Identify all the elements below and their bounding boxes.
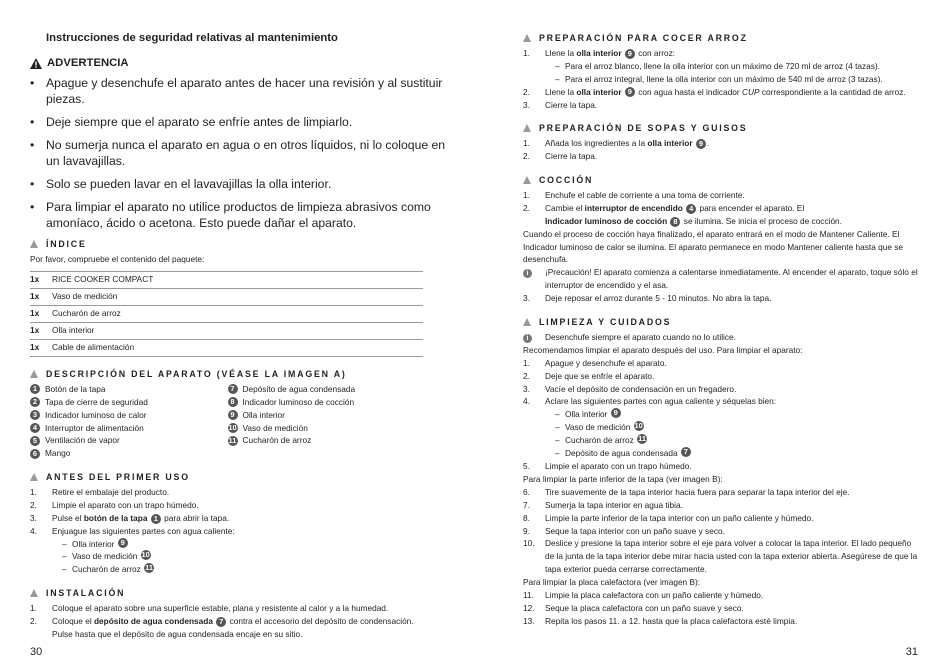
- number-badge: 11: [638, 434, 646, 444]
- step-number: 4.: [523, 396, 530, 407]
- index-table: [30, 271, 423, 357]
- list-item: [523, 486, 918, 499]
- step-text: [545, 47, 675, 60]
- text-bold: Indicador luminoso de cocción: [545, 215, 668, 226]
- list-item: [30, 602, 425, 615]
- number-badge: 9: [611, 408, 621, 418]
- quantity: 1x: [30, 339, 52, 356]
- step-text: [52, 615, 414, 641]
- sub-item: [30, 550, 425, 563]
- number-badge: 9: [625, 87, 635, 97]
- list-item: [228, 383, 426, 396]
- rice-section: [523, 32, 918, 111]
- warning-text: No sumerja nunca el aparato en agua o en otros líquidos, ni lo coloque en un lavavajillas.: [46, 138, 446, 168]
- quantity: 1x: [30, 322, 52, 339]
- table-row: [30, 322, 423, 339]
- text: se ilumina. Se inicia el proceso de cocción.: [683, 215, 842, 226]
- step-number: 4.: [30, 525, 37, 536]
- step-number: 5.: [523, 460, 530, 471]
- rice-heading: [523, 32, 918, 45]
- item: Cucharón de arroz: [52, 305, 423, 322]
- sub-text: Vaso de medición: [72, 551, 138, 562]
- part-label: Indicador luminoso de cocción: [242, 396, 355, 407]
- number-badge: 9: [118, 538, 128, 548]
- step-number: 13.: [523, 615, 535, 626]
- parts-column-left: [30, 383, 228, 460]
- text: Añada los ingredientes a la: [545, 137, 646, 148]
- triangle-icon: [523, 176, 531, 184]
- step-text: Cierre la tapa.: [545, 150, 598, 161]
- part-label: Indicador luminoso de calor: [45, 409, 147, 420]
- list-item: [523, 395, 918, 408]
- step-number: 2.: [523, 202, 530, 213]
- info-icon-wrap: [523, 266, 545, 292]
- step-number: 3.: [523, 293, 530, 304]
- text: correspondiente a la cantidad de arroz.: [761, 86, 906, 97]
- text-bold: interruptor de encendido: [584, 202, 683, 213]
- warning-text: Solo se pueden lavar en el lavavajillas la olla interior.: [46, 177, 332, 191]
- step-number: 1.: [523, 357, 530, 368]
- warning-item: [30, 176, 446, 192]
- list-item: [523, 512, 918, 525]
- cleaning-title: LIMPIEZA Y CUIDADOS: [539, 317, 672, 327]
- list-item: [30, 409, 228, 422]
- bullet: •: [30, 200, 35, 214]
- step-text: Añada los ingredientes a la olla interior 9 .: [545, 137, 710, 148]
- cleaning-heading: [523, 316, 918, 329]
- description-title: DESCRIPCIÓN DEL APARATO (VÉASE LA IMAGEN A): [46, 369, 347, 379]
- list-item: [30, 396, 228, 409]
- number-badge: 9: [228, 410, 238, 420]
- number-badge: 9: [625, 49, 635, 59]
- table-row: [30, 305, 423, 322]
- step-number: 1.: [30, 486, 37, 497]
- item: Vaso de medición: [52, 288, 423, 305]
- sub-item: [523, 73, 918, 86]
- list-item: [30, 434, 228, 447]
- info-icon-wrap: [523, 331, 545, 344]
- text: Coloque el: [52, 615, 92, 626]
- quantity: 1x: [30, 305, 52, 322]
- soup-heading: [523, 122, 918, 135]
- triangle-icon: [523, 124, 531, 132]
- sub-item: [523, 421, 918, 434]
- cleaning-plate-intro: Para limpiar la placa calefactora (ver imagen B):: [523, 577, 701, 588]
- step-number: 2.: [523, 86, 530, 97]
- part-label: Interruptor de alimentación: [45, 422, 144, 433]
- soup-section: [523, 122, 918, 163]
- sub-text: Para el arroz integral, llene la olla interior con un máximo de 540 ml de arroz (3 tazas).: [565, 73, 883, 84]
- text: contra el accesorio del depósito de condensación.: [229, 615, 414, 626]
- part-label: Mango: [45, 448, 71, 459]
- number-badge: 7: [216, 617, 226, 627]
- list-item: [523, 86, 918, 99]
- info-icon: i: [523, 269, 532, 278]
- installation-title: INSTALACIÓN: [46, 588, 126, 598]
- description-section: [30, 368, 425, 460]
- step-text: [52, 512, 229, 525]
- sub-item: [523, 434, 918, 447]
- info-icon: i: [523, 334, 532, 343]
- list-item: [523, 292, 918, 305]
- step-text: [545, 86, 906, 99]
- quantity: 1x: [30, 288, 52, 305]
- first-use-section: [30, 471, 425, 576]
- cleaning-intro: Recomendamos limpiar el aparato después del uso. Para limpiar el aparato:: [523, 344, 803, 355]
- triangle-icon: [30, 370, 38, 378]
- number-badge: 5: [30, 436, 40, 446]
- warning-text: Para limpiar el aparato no utilice productos de limpieza abrasivos como amoníaco, ácido o acetona. Esto puede dañar el aparato.: [46, 200, 431, 230]
- sub-text: Olla interior: [72, 538, 115, 549]
- step-text: Retire el embalaje del producto.: [52, 486, 170, 497]
- step-number: 2.: [30, 499, 37, 510]
- list-item: [523, 137, 918, 150]
- installation-section: [30, 587, 425, 641]
- item: Cable de alimentación: [52, 339, 423, 356]
- step-text: Limpie la parte inferior de la tapa interior con un paño caliente y húmedo.: [545, 512, 814, 523]
- text: Cambie el: [545, 202, 583, 213]
- list-item: [523, 460, 918, 473]
- number-badge: 1: [151, 514, 161, 524]
- sub-item: [523, 408, 918, 421]
- number-badge: 9: [696, 139, 706, 149]
- index-section: [30, 238, 425, 357]
- part-label: Depósito de agua condensada: [242, 383, 356, 394]
- number-badge: 2: [30, 397, 40, 407]
- dash: –: [62, 551, 67, 562]
- text: Llene la: [545, 47, 575, 58]
- part-label: Vaso de medición: [242, 422, 308, 433]
- sub-item: [30, 538, 425, 551]
- installation-heading: [30, 587, 425, 600]
- cooking-section: [523, 174, 918, 305]
- warning-icon: [30, 58, 42, 69]
- list-item: [228, 396, 426, 409]
- triangle-icon: [30, 589, 38, 597]
- part-label: Olla interior: [242, 409, 285, 420]
- list-item: [523, 525, 918, 538]
- step-number: 7.: [523, 499, 530, 510]
- step-text: Enchufe el cable de corriente a una toma de corriente.: [545, 189, 745, 200]
- sub-item: [30, 563, 425, 576]
- bullet: •: [30, 177, 35, 191]
- step-text: Limpie el aparato con un trapo húmedo.: [52, 499, 199, 510]
- maintenance-safety: [30, 30, 446, 238]
- cleaning-lid-intro: Para limpiar la parte inferior de la tapa (ver imagen B):: [523, 473, 723, 484]
- step-text: Apague y desenchufe el aparato.: [545, 357, 667, 368]
- sub-text: Para el arroz blanco, llene la olla interior con un máximo de 720 ml de arroz (4 tazas).: [565, 60, 880, 71]
- triangle-icon: [30, 473, 38, 481]
- index-intro: Por favor, compruebe el contenido del paquete:: [30, 253, 205, 264]
- step-text: Limpie la placa calefactora con un paño caliente y húmedo.: [545, 590, 764, 601]
- list-item: [523, 370, 918, 383]
- warning-item: [30, 137, 446, 169]
- triangle-icon: [523, 318, 531, 326]
- warning-list: [30, 75, 446, 231]
- list-item: [30, 383, 228, 396]
- number-badge: 10: [228, 423, 237, 433]
- parts-column-right: [228, 383, 426, 460]
- number-badge: 10: [634, 421, 643, 431]
- number-badge: 11: [228, 435, 237, 445]
- step-number: 2.: [523, 370, 530, 381]
- part-label: Cucharón de arroz: [242, 435, 312, 446]
- step-number: 1.: [30, 602, 37, 613]
- bullet: •: [30, 138, 35, 152]
- list-item: [228, 434, 426, 447]
- sub-text: Cucharón de arroz: [72, 564, 141, 575]
- cooking-title: COCCIÓN: [539, 175, 594, 185]
- list-item: [523, 383, 918, 396]
- step-text: Cierre la tapa.: [545, 99, 598, 110]
- step-number: 3.: [30, 512, 37, 523]
- first-use-title: ANTES DEL PRIMER USO: [46, 472, 190, 482]
- page-number: 30: [30, 646, 43, 658]
- table-row: [30, 339, 423, 356]
- number-badge: 1: [30, 384, 40, 394]
- step-text: Tire suavemente de la tapa interior hacia fuera para separar la tapa interior del eje.: [545, 486, 850, 497]
- step-number: 1.: [523, 189, 530, 200]
- text-bold: olla interior: [647, 137, 693, 148]
- number-badge: 4: [30, 423, 40, 433]
- list-item: [30, 486, 425, 499]
- maintenance-title: Instrucciones de seguridad relativas al mantenimiento: [46, 32, 338, 44]
- text: para encender el aparato. El: [699, 202, 805, 213]
- list-item: [523, 615, 918, 628]
- step-text: Deslice y presione la tapa interior sobre el eje para volver a colocar la tapa interior. El lado pequeño de la junta de la tapa interior debe mirar hacia usted con la tapa exterior abierta. Asegúrese de que la tapa exterior pueda cerrarse correctamente.: [545, 538, 918, 575]
- text: Pulse el: [52, 512, 82, 523]
- step-number: 10.: [523, 538, 535, 549]
- cleaning-section: [523, 316, 918, 628]
- soup-title: PREPARACIÓN DE SOPAS Y GUISOS: [539, 123, 748, 133]
- list-item: [30, 525, 425, 538]
- list-item: [30, 447, 228, 460]
- dash: –: [555, 435, 560, 446]
- rice-title: PREPARACIÓN PARA COCER ARROZ: [539, 33, 748, 43]
- triangle-icon: [30, 240, 38, 248]
- step-text: Deje que se enfríe el aparato.: [545, 370, 655, 381]
- list-item: [523, 202, 918, 228]
- caution-text: ¡Precaución! El aparato comienza a calentarse inmediatamente. Al encender el aparato, toque sólo el interruptor de encendido y el asa.: [545, 267, 918, 291]
- list-item: [523, 189, 918, 202]
- text-italic: CUP: [742, 86, 760, 97]
- info-text: Desenchufe siempre el aparato cuando no lo utilice.: [545, 331, 736, 342]
- step-text: Coloque el aparato sobre una superficie estable, plana y resistente al calor y a la humedad.: [52, 602, 389, 613]
- step-text: Seque la placa calefactora con un paño suave y seco.: [545, 602, 744, 613]
- bullet: •: [30, 115, 35, 129]
- list-item: [30, 422, 228, 435]
- sub-item: [523, 60, 918, 73]
- sub-text: Cucharón de arroz: [565, 435, 634, 446]
- caution-item: [523, 266, 918, 292]
- list-item: [523, 357, 918, 370]
- index-title: ÍNDICE: [46, 239, 87, 249]
- item: RICE COOKER COMPACT: [52, 271, 423, 288]
- sub-text: Vaso de medición: [565, 422, 631, 433]
- dash: –: [555, 422, 560, 433]
- list-item: [523, 150, 918, 163]
- dash: –: [555, 60, 560, 71]
- dash: –: [555, 73, 560, 84]
- dash: –: [555, 409, 560, 420]
- step-number: 6.: [523, 486, 530, 497]
- parts-list: [30, 383, 425, 460]
- description-heading: [30, 368, 425, 381]
- step-number: 8.: [523, 512, 530, 523]
- step-text: [545, 202, 842, 228]
- table-row: [30, 271, 423, 288]
- warning-item: [30, 75, 446, 107]
- text-bold: botón de la tapa: [83, 512, 148, 523]
- step-number: 3.: [523, 383, 530, 394]
- number-badge: 11: [145, 563, 153, 573]
- text: para abrir la tapa.: [164, 512, 230, 523]
- warning-heading: [30, 55, 446, 71]
- table-row: [30, 288, 423, 305]
- warning-text: Deje siempre que el aparato se enfríe antes de limpiarlo.: [46, 115, 353, 129]
- number-badge: 6: [30, 449, 40, 459]
- step-number: 2.: [30, 615, 37, 626]
- warning-text: Apague y desenchufe el aparato antes de hacer una revisión y al sustituir piezas.: [46, 76, 443, 106]
- cooking-paragraph: Cuando el proceso de cocción haya finalizado, el aparato entrará en el modo de Mantener Caliente. El Indicador luminoso de calor se ilumina. El aparato permanece en modo Mantener caliente hasta que se desenchufa.: [523, 228, 904, 265]
- step-number: 11.: [523, 590, 534, 601]
- list-item: [228, 409, 426, 422]
- text: Llene la: [545, 86, 575, 97]
- step-text: Deje reposar el arroz durante 5 - 10 minutos. No abra la tapa.: [545, 293, 772, 304]
- first-use-heading: [30, 471, 425, 484]
- number-badge: 7: [681, 447, 691, 457]
- list-item: [30, 512, 425, 525]
- step-number: 1.: [523, 47, 530, 58]
- list-item: [523, 47, 918, 60]
- step-text: Limpie el aparato con un trapo húmedo.: [545, 460, 692, 471]
- step-number: 9.: [523, 525, 530, 536]
- sub-text: Depósito de agua condensada: [565, 448, 678, 459]
- text: con arroz:: [638, 47, 676, 58]
- text-bold: depósito de agua condensada: [93, 615, 213, 626]
- step-text: Enjuague las siguientes partes con agua caliente:: [52, 525, 235, 536]
- dash: –: [555, 448, 560, 459]
- index-heading: [30, 238, 425, 251]
- step-text: Vacíe el depósito de condensación en un fregadero.: [545, 383, 737, 394]
- part-label: Tapa de cierre de seguridad: [45, 396, 148, 407]
- step-number: 1.: [523, 137, 530, 148]
- text: con agua hasta el indicador: [638, 86, 740, 97]
- list-item: [523, 99, 918, 112]
- cooking-heading: [523, 174, 918, 187]
- text-bold: olla interior: [576, 86, 622, 97]
- bullet: •: [30, 76, 35, 90]
- number-badge: 10: [141, 550, 150, 560]
- warning-item: [30, 114, 446, 130]
- number-badge: 8: [670, 217, 680, 227]
- list-item: [523, 589, 918, 602]
- list-item: [523, 499, 918, 512]
- number-badge: 8: [228, 397, 238, 407]
- dash: –: [62, 564, 67, 575]
- number-badge: 3: [30, 410, 40, 420]
- part-label: Botón de la tapa: [45, 383, 106, 394]
- sub-text: Olla interior: [565, 409, 608, 420]
- quantity: 1x: [30, 271, 52, 288]
- step-text: Sumerja la tapa interior en agua tibia.: [545, 499, 683, 510]
- list-item: [30, 499, 425, 512]
- info-item: [523, 331, 918, 344]
- text: Pulse hasta que el depósito de agua condensada encaje en su sitio.: [52, 628, 303, 639]
- list-item: [228, 422, 426, 435]
- part-label: Ventilación de vapor: [45, 435, 120, 446]
- step-number: 12.: [523, 602, 535, 613]
- triangle-icon: [523, 34, 531, 42]
- page-number: 31: [905, 646, 918, 658]
- item: Olla interior: [52, 322, 423, 339]
- list-item: [30, 615, 425, 641]
- step-text: Repita los pasos 11. a 12. hasta que la placa calefactora esté limpia.: [545, 615, 798, 626]
- warning-item: [30, 199, 446, 231]
- number-badge: 7: [228, 384, 238, 394]
- dash: –: [62, 538, 67, 549]
- step-text: Aclare las siguientes partes con agua caliente y séquelas bien:: [545, 396, 777, 407]
- warning-title: ADVERTENCIA: [47, 57, 129, 69]
- step-number: 3.: [523, 99, 530, 110]
- list-item: [523, 602, 918, 615]
- step-number: 2.: [523, 150, 530, 161]
- text-bold: olla interior: [576, 47, 622, 58]
- number-badge: 4: [686, 204, 696, 214]
- step-text: Seque la tapa interior con un paño suave y seco.: [545, 525, 725, 536]
- list-item: [523, 537, 918, 576]
- sub-item: [523, 447, 918, 460]
